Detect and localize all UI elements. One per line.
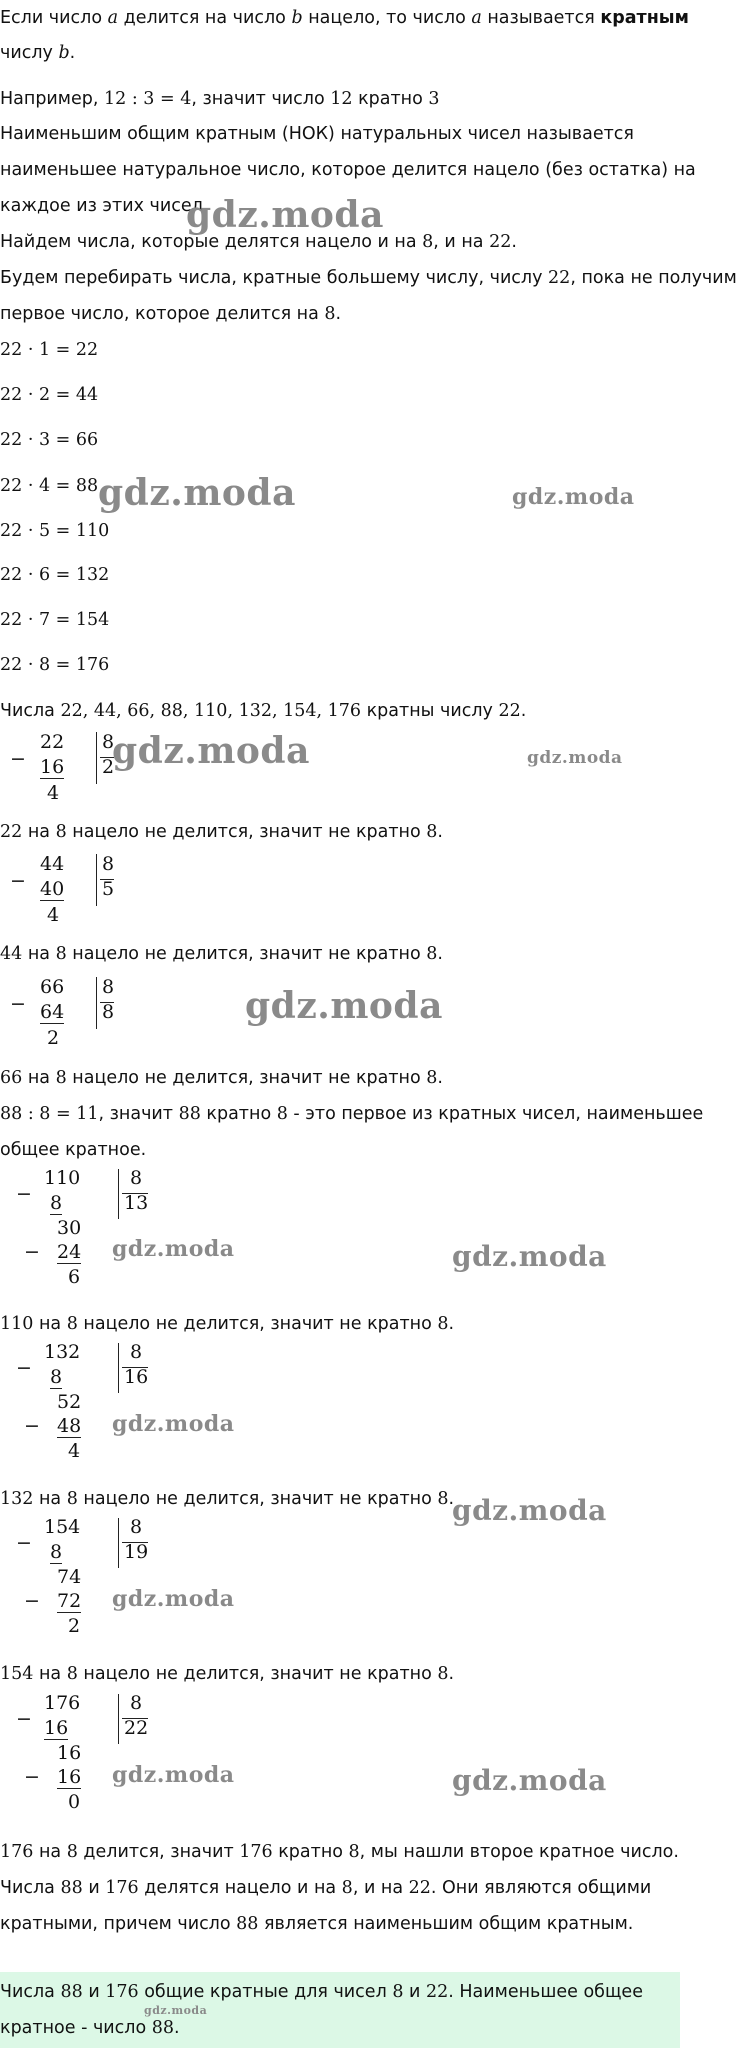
watermark: gdz.moda [112, 1411, 235, 1437]
remainder: 4 [47, 904, 60, 926]
quotient: 19 [124, 1541, 149, 1563]
remainder: 0 [68, 1791, 81, 1813]
conclusion-110: 110 на 8 нацело не делится, значит не кратно 8. [0, 1314, 455, 1334]
product-line: 22 · 4 = 88 [0, 476, 99, 496]
long-division-22 [0, 728, 680, 814]
remainder: 52 [57, 1391, 82, 1413]
quotient: 5 [102, 878, 115, 900]
product-line: 22 · 5 = 110 [0, 521, 110, 541]
subtrahend: 64 [40, 1001, 65, 1023]
answer-line-2: кратное - число 88. [0, 2018, 180, 2038]
minus-sign: − [16, 1532, 32, 1554]
long-division-132 [0, 1339, 680, 1464]
product-line: 22 · 6 = 132 [0, 565, 110, 585]
nok-definition-line-1: Наименьшим общим кратным (НОК) натуральных чисел называется [0, 124, 634, 144]
iterate-line-1: Будем перебирать числа, кратные большему числу, числу 22, пока не получим [0, 268, 737, 288]
divisor: 8 [130, 1167, 143, 1189]
conclusion-88-line-1: 88 : 8 = 11, значит 88 кратно 8 - это первое из кратных чисел, наименьшее [0, 1104, 704, 1124]
watermark: gdz.moda [144, 2004, 208, 2017]
watermark: gdz.moda [112, 730, 310, 772]
minus-sign: − [24, 1415, 40, 1437]
minus-sign: − [10, 870, 26, 892]
example-line: Например, 12 : 3 = 4, значит число 12 кратно 3 [0, 89, 440, 109]
iterate-line-2: первое число, которое делится на 8. [0, 304, 342, 324]
answer-line-1: Числа 88 и 176 общие кратные для чисел 8 и 22. Наименьшее общее [0, 1982, 643, 2002]
quotient: 13 [124, 1192, 149, 1214]
subtrahend: 16 [57, 1766, 82, 1788]
remainder: 74 [57, 1566, 82, 1588]
remainder: 4 [47, 782, 60, 804]
watermark: gdz.moda [112, 1586, 235, 1612]
dividend: 44 [40, 853, 65, 875]
product-line: 22 · 3 = 66 [0, 430, 99, 450]
subtrahend: 16 [44, 1717, 69, 1739]
quotient: 2 [102, 756, 115, 778]
minus-sign: − [16, 1708, 32, 1730]
conclusion-22: 22 на 8 нацело не делится, значит не кратно 8. [0, 822, 443, 842]
quotient: 22 [124, 1717, 149, 1739]
conclusion-66: 66 на 8 нацело не делится, значит не кратно 8. [0, 1068, 443, 1088]
minus-sign: − [10, 748, 26, 770]
dividend: 22 [40, 731, 65, 753]
subtrahend: 8 [50, 1192, 63, 1214]
conclusion-154: 154 на 8 нацело не делится, значит не кратно 8. [0, 1664, 455, 1684]
remainder: 16 [57, 1742, 82, 1764]
watermark: gdz.moda [112, 1236, 235, 1262]
subtrahend: 24 [57, 1241, 82, 1263]
watermark: gdz.moda [245, 985, 443, 1027]
minus-sign: − [10, 993, 26, 1015]
subtrahend: 40 [40, 878, 65, 900]
multiples-line: Числа 22, 44, 66, 88, 110, 132, 154, 176 кратны числу 22. [0, 701, 527, 721]
product-line: 22 · 1 = 22 [0, 340, 99, 360]
divisor: 8 [130, 1516, 143, 1538]
divisor: 8 [102, 976, 115, 998]
find-line: Найдем числа, которые делятся нацело и на 8, и на 22. [0, 232, 517, 252]
minus-sign: − [16, 1357, 32, 1379]
remainder: 6 [68, 1266, 81, 1288]
dividend: 132 [44, 1341, 81, 1363]
dividend: 176 [44, 1692, 81, 1714]
final-line-2: кратными, причем число 88 является наименьшим общим кратным. [0, 1914, 634, 1934]
product-line: 22 · 8 = 176 [0, 655, 110, 675]
remainder: 4 [68, 1440, 81, 1462]
long-division-154 [0, 1514, 680, 1639]
definition-line-1: Если число a делится на число b нацело, то число a называется кратным [0, 8, 689, 28]
watermark: gdz.moda [98, 472, 296, 514]
nok-definition-line-2: наименьшее натуральное число, которое делится нацело (без остатка) на [0, 160, 696, 180]
final-line-1: Числа 88 и 176 делятся нацело и на 8, и на 22. Они являются общими [0, 1878, 652, 1898]
watermark: gdz.moda [527, 748, 623, 768]
subtrahend: 8 [50, 1366, 63, 1388]
quotient: 8 [102, 1001, 115, 1023]
watermark: gdz.moda [112, 1762, 235, 1788]
minus-sign: − [24, 1766, 40, 1788]
definition-line-2: числу b. [0, 43, 76, 63]
divisor: 8 [130, 1692, 143, 1714]
long-division-44 [0, 850, 680, 936]
nok-definition-line-3: каждое из этих чисел [0, 196, 203, 216]
minus-sign: − [16, 1183, 32, 1205]
divisor: 8 [130, 1341, 143, 1363]
divisor: 8 [102, 731, 115, 753]
conclusion-176: 176 на 8 делится, значит 176 кратно 8, мы нашли второе кратное число. [0, 1842, 679, 1862]
quotient: 16 [124, 1366, 149, 1388]
conclusion-132: 132 на 8 нацело не делится, значит не кратно 8. [0, 1489, 455, 1509]
subtrahend: 72 [57, 1590, 82, 1612]
product-line: 22 · 2 = 44 [0, 385, 99, 405]
watermark: gdz.moda [452, 1494, 607, 1527]
dividend: 66 [40, 976, 65, 998]
minus-sign: − [24, 1590, 40, 1612]
minus-sign: − [24, 1241, 40, 1263]
subtrahend: 8 [50, 1541, 63, 1563]
conclusion-88-line-2: общее кратное. [0, 1140, 147, 1160]
subtrahend: 16 [40, 756, 65, 778]
watermark: gdz.moda [512, 484, 635, 510]
dividend: 154 [44, 1516, 81, 1538]
conclusion-44: 44 на 8 нацело не делится, значит не кратно 8. [0, 944, 443, 964]
divisor: 8 [102, 853, 115, 875]
subtrahend: 48 [57, 1415, 82, 1437]
remainder: 30 [57, 1217, 82, 1239]
watermark: gdz.moda [452, 1764, 607, 1797]
product-line: 22 · 7 = 154 [0, 610, 110, 630]
remainder: 2 [68, 1615, 81, 1637]
watermark: gdz.moda [186, 194, 384, 236]
dividend: 110 [44, 1167, 81, 1189]
remainder: 2 [47, 1027, 60, 1049]
watermark: gdz.moda [452, 1240, 607, 1273]
